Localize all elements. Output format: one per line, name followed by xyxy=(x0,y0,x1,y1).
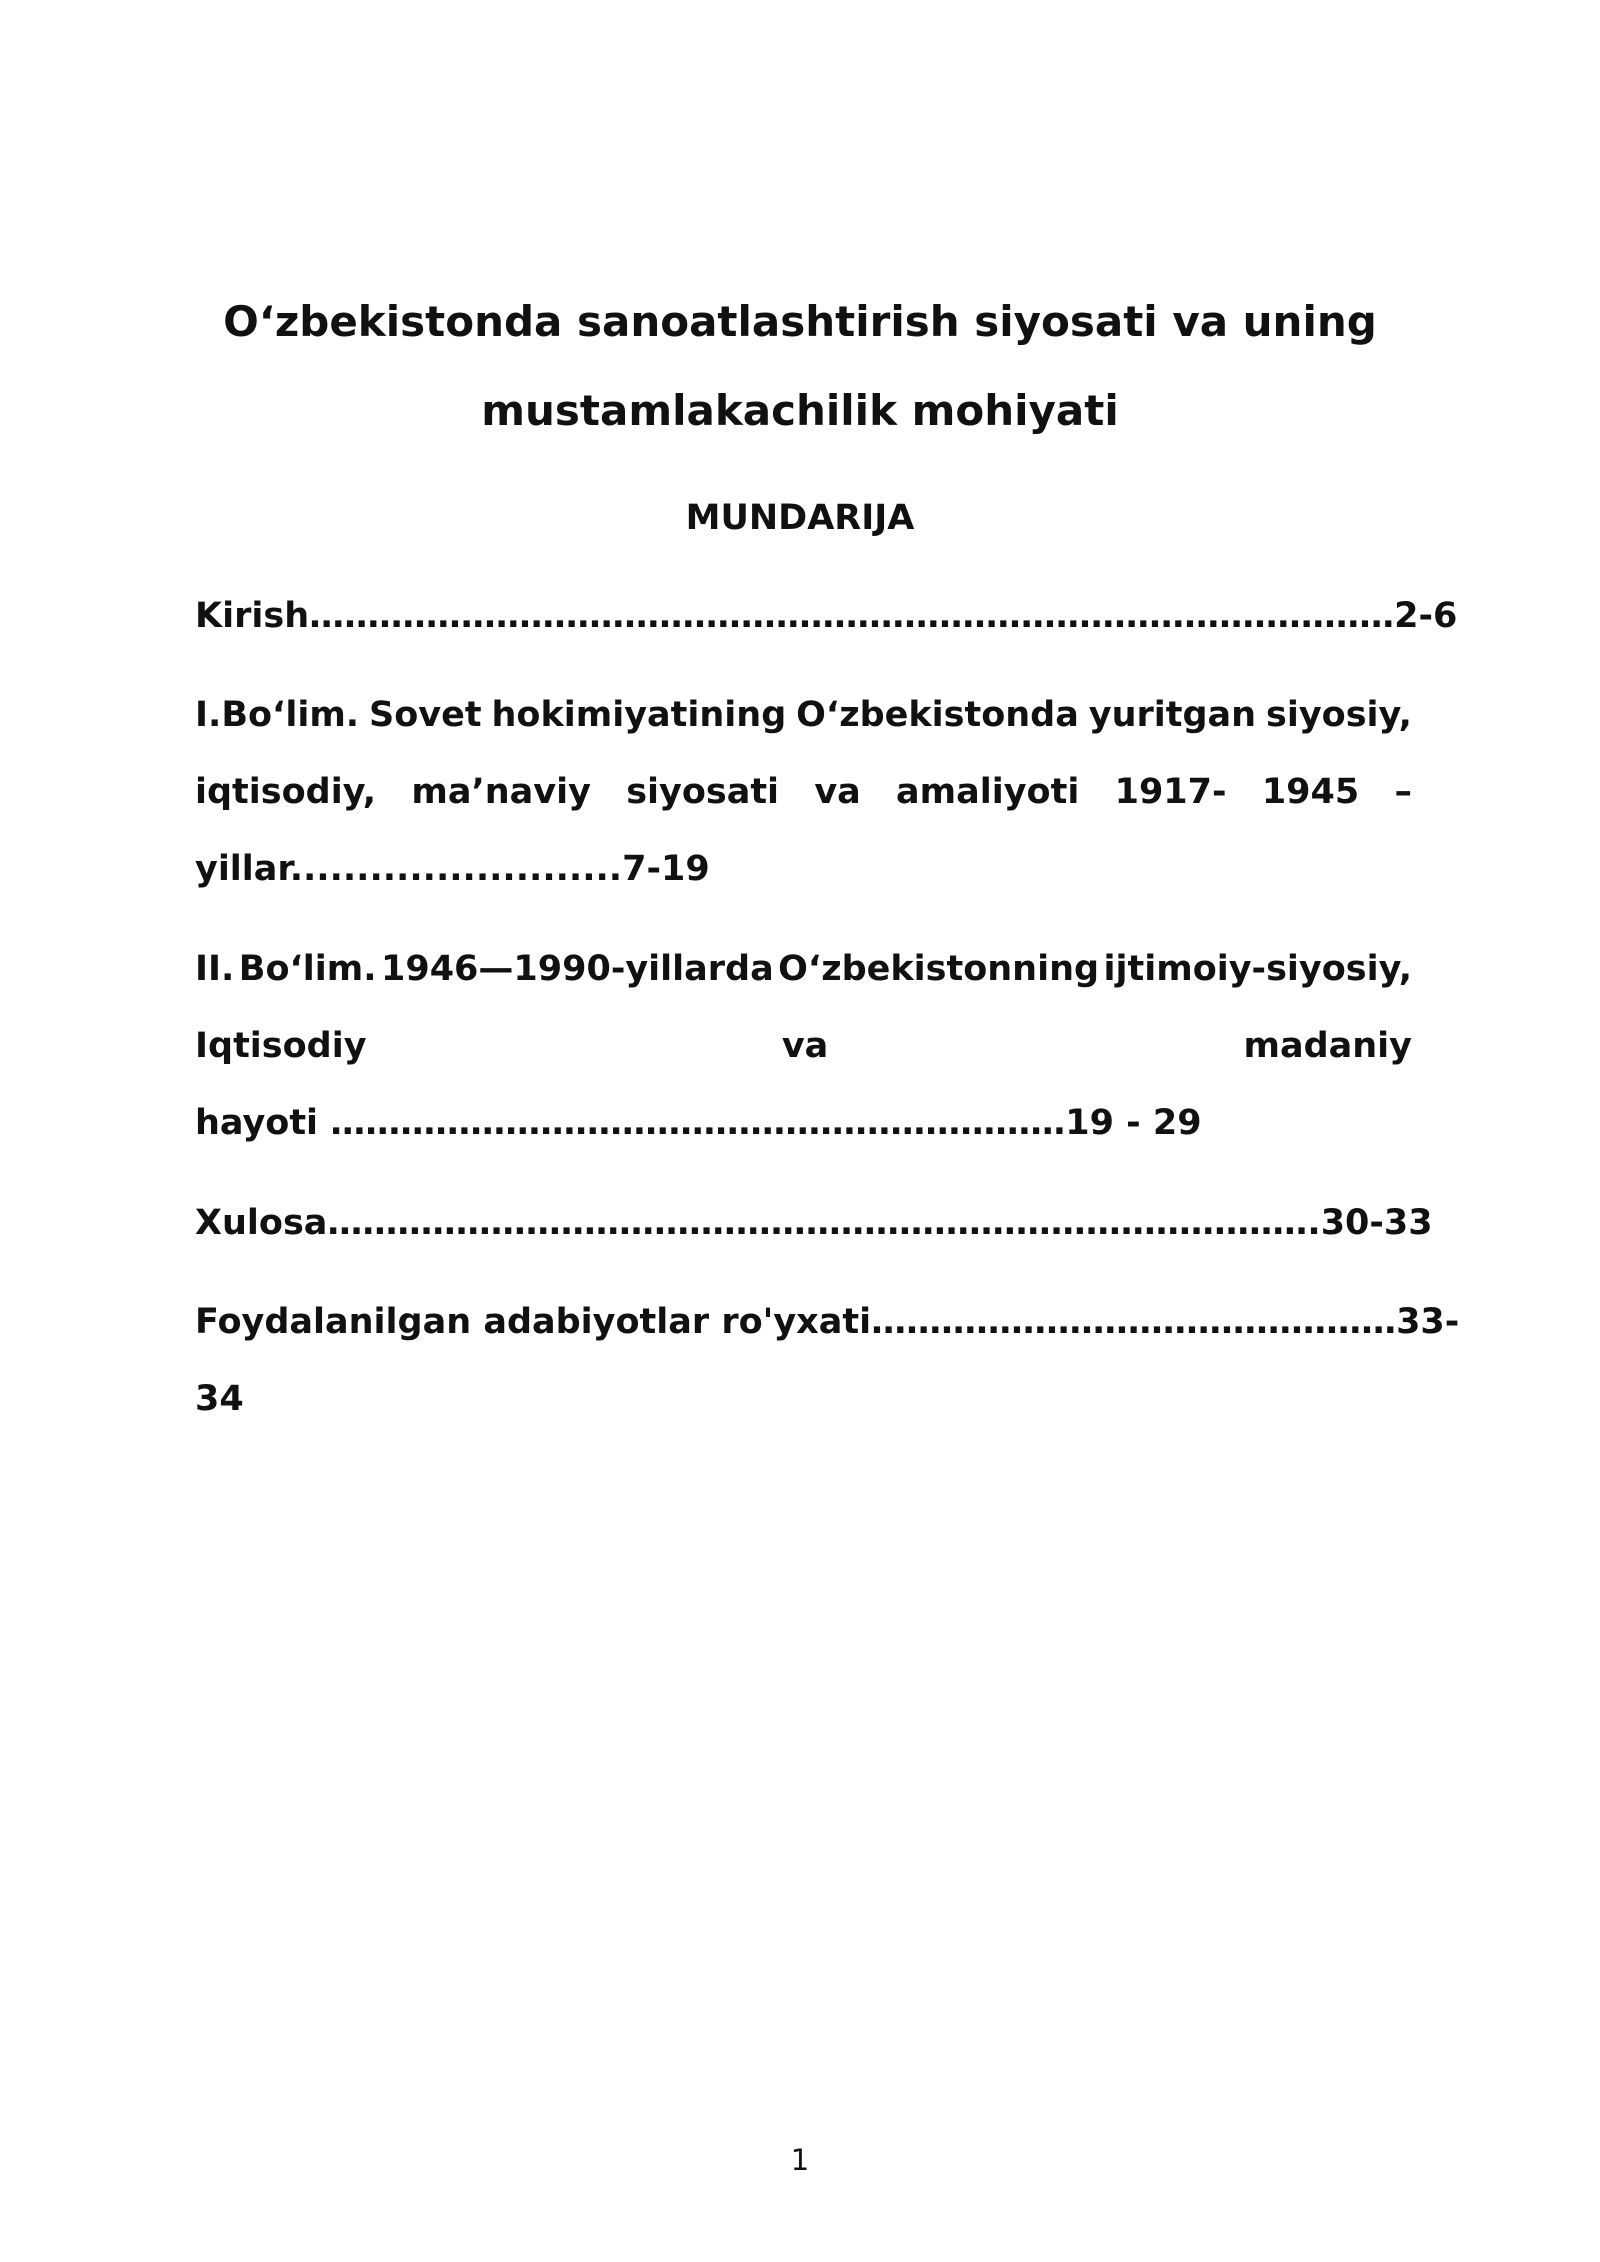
toc-word: I.Bo‘lim. xyxy=(195,695,360,735)
toc-word: – xyxy=(1394,772,1412,812)
toc-word: iqtisodiy, xyxy=(195,772,377,812)
toc-word: va xyxy=(781,1026,829,1066)
toc-word: O‘zbekistonning xyxy=(778,949,1100,989)
toc-entry-bolim1-line2 xyxy=(195,770,1412,814)
toc-word: va xyxy=(814,772,861,812)
toc-word: Sovet xyxy=(369,695,482,735)
toc-entry-bolim1-line3: yillar.........................7-19 xyxy=(195,849,710,889)
toc-word: 1945 xyxy=(1261,772,1360,812)
toc-word: 1917- xyxy=(1114,772,1227,812)
toc-word: amaliyoti xyxy=(896,772,1080,812)
toc-word: yuritgan xyxy=(1088,695,1257,735)
toc-word: ijtimoiy-siyosiy, xyxy=(1103,949,1412,989)
toc-word: siyosiy, xyxy=(1266,695,1412,735)
toc-entry-adabiyotlar-line1: Foydalanilgan adabiyotlar ro'yxati………………………………………33- xyxy=(195,1302,1460,1342)
toc-entry-bolim1-line1 xyxy=(195,693,1412,737)
toc-entry-bolim2-line3: hayoti ………………………………………………………19 - 29 xyxy=(195,1103,1202,1143)
toc-word: siyosati xyxy=(626,772,780,812)
toc-word: Iqtisodiy xyxy=(195,1026,367,1066)
toc-word: Bo‘lim. xyxy=(238,949,377,989)
page-number: 1 xyxy=(790,2143,810,2177)
toc-word: madaniy xyxy=(1243,1026,1412,1066)
document-title-line-2: mustamlakachilik mohiyati xyxy=(481,386,1119,435)
document-title-line-1: O‘zbekistonda sanoatlashtirish siyosati va uning xyxy=(223,297,1377,346)
toc-entry-adabiyotlar-line2: 34 xyxy=(195,1379,244,1419)
toc-word: hokimiyatining xyxy=(491,695,787,735)
toc-entry-kirish: Kirish…………………………………………………………………………………2-6 xyxy=(195,596,1458,636)
toc-entry-xulosa: Xulosa………………………………………………………………………….30-33 xyxy=(195,1203,1433,1243)
toc-word: O‘zbekistonda xyxy=(796,695,1079,735)
toc-word: II. xyxy=(195,949,235,989)
toc-word: ma’naviy xyxy=(411,772,591,812)
toc-entry-bolim2-line1 xyxy=(195,947,1412,991)
toc-entry-bolim2-line2 xyxy=(195,1024,1412,1068)
toc-word: 1946—1990-yillarda xyxy=(381,949,774,989)
toc-heading: MUNDARIJA xyxy=(685,498,915,538)
